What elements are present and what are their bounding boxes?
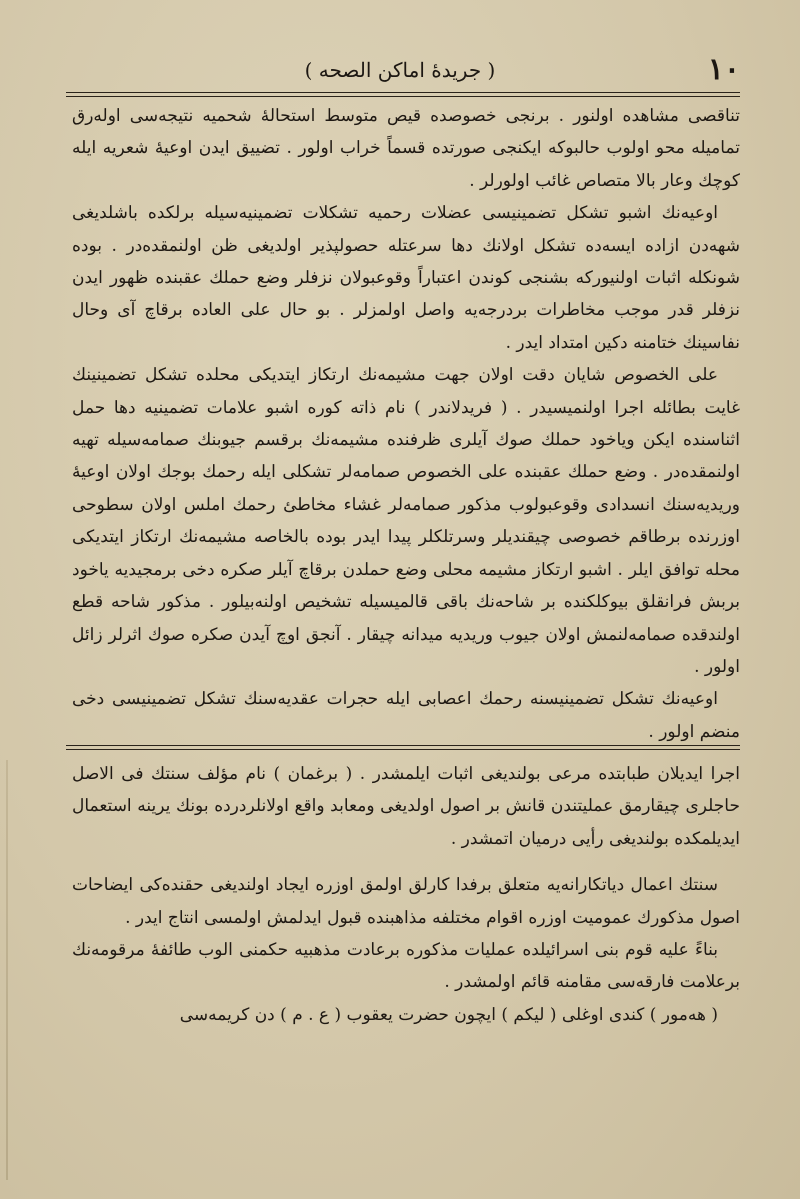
- page-fold-shadow: [6, 760, 8, 1180]
- section-one-text: [72, 100, 740, 740]
- running-title: ( جريدهٔ اماكن الصحه ): [304, 58, 496, 82]
- section-two-text: [72, 758, 740, 1098]
- paragraph: اجرا ايديلان طبابتده مرعی بولنديغی اثبات ايلمشدر . ( برغمان ) نام مؤلف سنتك فی الاصل حاجلری چيقارمق عمليتندن قانش بر اصول اولديغی ومعابد واقع اولانلردرده بونك يرينه استعمال ايديلمكده بولنديغی رأيی درميان اتمشدر .: [72, 764, 740, 849]
- section-divider: [66, 745, 740, 750]
- paragraph: بناءً عليه قوم بنی اسرائيلده عمليات مذكوره برعادت مذهبيه حكمنی الوب طائفهٔ مرقومه‌نك برعلامت فارقه‌سی مقامنه قائم اولمشدر .: [72, 940, 740, 993]
- page-number: ١٠: [707, 52, 740, 87]
- page-header: [60, 52, 740, 92]
- header-rule: [66, 92, 740, 97]
- paragraph: اوعیه‌نك تشكل تضمينيسنه رحمك اعصابی ايله حجرات عقديه‌سنك تشكل تضمينيسی دخی منضم اولور .: [72, 689, 740, 742]
- paragraph: تناقصی مشاهده اولنور . برنجی خصوصده قیص متوسط استحالهٔ شحمیه نتیجه‌سی اوله‌رق تماميله محو اولوب حالبوكه ايكنجی صورتده قسماً خراب اولور . تضييق ايدن اوعيهٔ شعريه ايله كوچك وعار بالا متصاص غائب اولورلر .: [72, 106, 740, 191]
- paragraph: اوعیه‌نك اشبو تشكل تضمينيسی عضلات رحميه تشكلات تضمينيه‌سيله برلكده باشلديغی شهه‌دن ازاده ايسه‌ده تشكل اولانك دها سرعتله حصولپذير اولديغی ظن اولنمقده‌در . بوده شونكله اثبات اولنيوركه بشنجی كوندن اعتباراً وقوعبولان نزفلر وضع حملك عقبنده ظهور ايدن نزفلر قدر موجب مخاطرات بردرجه‌يه واصل اولمزلر . بو حال على العاده برقاچ آی وحال نفاسينك ختامنه دكين امتداد ايدر .: [72, 203, 740, 353]
- paragraph: على الخصوص شايان دقت اولان جهت مشيمه‌نك ارتكاز ايتديكی محلده تشكل تضمينينك غايت بطائله اجرا اولنميسيدر . ( فريدلاندر ) نام ذاته كوره اشبو علامات تضمينيه دها حمل اثناسنده ايكن وياخود حملك صوك آيلری ظرفنده مشيمه‌نك برقسم جيوبنك صمامه‌سيله تهيه اولنمقده‌در . وضع حملك عقبنده على الخصوص صمامه‌لر تشكلی ايله رحمك بوجك اولان اوعيهٔ وريديه‌سنك انسدادی وقوعبولوب مذكور صمامه‌لر غشاء مخاطئ رحمك املس اولان سطوحی اوزرنده برطاقم خصوصی چيقنديلر وسرتلكلر پيدا ايدر بوده بالخاصه مشيمه‌نك ارتكاز ايتديكی محله توافق ايلر . اشبو ارتكاز مشيمه محلی وضع حملدن برقاچ آيلر صكره دخی برمجيديه ياخود بربش فرانقلق بيوكلكنده بر شاحه‌نك باقی قالميسيله تشخيص اولنه‌بيلور . مذكور شاحه قطع اولندقده صمامه‌لنمش اولان جيوب وريديه ميدانه چيقار . آنجق اوچ آيدن صكره صوك اثرلر زائل اولور .: [72, 365, 740, 677]
- paragraph: سنتك اعمال دياتكارانه‌يه متعلق برفدا كارلق اولمق اوزره ايجاد اولنديغی حقنده‌كی ايضاحات اصول مذكورك عموميت اوزره اقوام مختلفه مذاهبنده قبول ايدلمش اولمسی انتاج ايدر .: [72, 875, 740, 928]
- paragraph: ( هه‌مور ) كندی اوغلی ( ليكم ) ايچون حضرت يعقوب ( ع . م ) دن كريمه‌سی: [179, 1004, 718, 1025]
